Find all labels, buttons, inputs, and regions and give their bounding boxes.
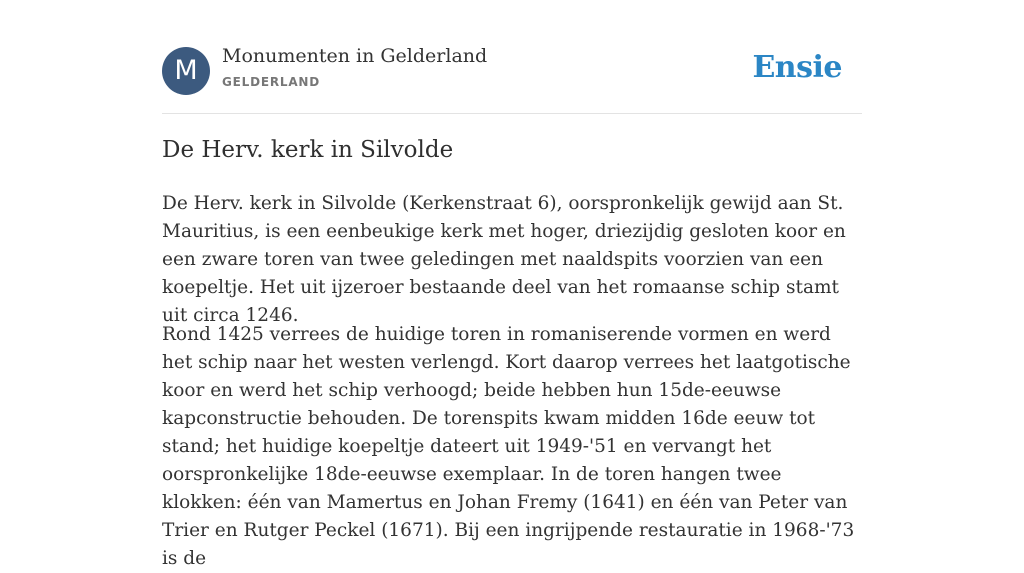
site-title[interactable]: Monumenten in Gelderland (222, 45, 488, 67)
site-subtitle[interactable]: GELDERLAND (222, 75, 321, 89)
avatar[interactable]: M (162, 47, 210, 95)
brand-logo[interactable]: Ensie (752, 50, 842, 85)
header (162, 0, 862, 114)
content-container (162, 0, 862, 569)
article-title: De Herv. kerk in Silvolde (162, 137, 454, 163)
article-paragraph: Rond 1425 verrees de huidige toren in romaniserende vormen en werd het schip naar het westen verlengd. Kort daarop verrees het laatgotische koor en werd het schip verhoogd; beide hebben hun 15de-eeuwse kapconstructie behouden. De torenspits kwam midden 16de eeuw tot stand; het huidige koepeltje dateert uit 1949-'51 en vervangt het oorspronkelijke 18de-eeuwse exemplaar. In de toren hangen twee klokken: één van Mamertus en Johan Fremy (1641) en één van Peter van Trier en Rutger Peckel (1671). Bij een ingrijpende restauratie in 1968-'73 is de (162, 324, 855, 569)
article-paragraph: De Herv. kerk in Silvolde (Kerkenstraat 6), oorspronkelijk gewijd aan St. Mauritius, is een eenbeukige kerk met hoger, driezijdig gesloten koor en een zware toren van twee geledingen met naaldspits voorzien van een koepeltje. Het uit ijzeroer bestaande deel van het romaanse schip stamt uit circa 1246. (162, 193, 846, 326)
